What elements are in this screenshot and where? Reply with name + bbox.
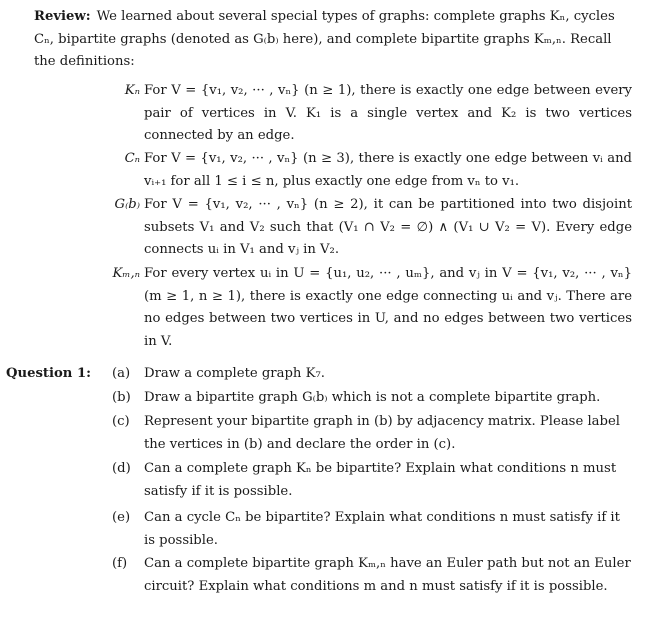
part-letter: (e) <box>112 510 131 525</box>
definition-symbol: G₍b₎ <box>114 197 140 212</box>
part-letter: (f) <box>112 556 128 571</box>
definition-symbol: Cₙ <box>124 151 140 166</box>
part-letter: (b) <box>112 390 131 405</box>
part-letter: (a) <box>112 366 131 381</box>
definition-symbol: Kₘ,ₙ <box>112 266 140 281</box>
part-text: Can a cycle Cₙ be bipartite? Explain what conditions n must satisfy if it is possible. <box>144 510 620 548</box>
part-letter: (c) <box>112 414 130 429</box>
definition-text: For every vertex uᵢ in U = {u₁, u₂, ··· , uₘ}, and vⱼ in V = {v₁, v₂, ··· , vₙ} (m ≥ 1, n ≥ 1), there is exactly one edge connecting uᵢ and vⱼ. There are no edges between two vertices in U, and no edges between two vertices in V. <box>144 266 632 349</box>
question-label: Question 1: <box>6 366 92 381</box>
part-text: Draw a bipartite graph G₍b₎ which is not a complete bipartite graph. <box>144 390 601 405</box>
definition-text: For V = {v₁, v₂, ··· , vₙ} (n ≥ 1), there is exactly one edge between every pair of vertices in V. K₁ is a single vertex and K₂ is two vertices connected by an edge. <box>144 83 632 143</box>
review-intro <box>34 6 634 74</box>
part-text: Can a complete graph Kₙ be bipartite? Explain what conditions n must satisfy if it is possible. <box>144 461 617 499</box>
review-intro-text: We learned about several special types of graphs: complete graphs Kₙ, cycles Cₙ, bipartite graphs (denoted as G₍b₎ here), and complete bipartite graphs Kₘ,ₙ. Recall the definitions: <box>34 9 615 69</box>
part-text: Can a complete bipartite graph Kₘ,ₙ have an Euler path but not an Euler circuit? Explain what conditions m and n must satisfy if it is possible. <box>144 556 631 594</box>
part-text: Represent your bipartite graph in (b) by adjacency matrix. Please label the vertices in (b) and declare the order in (c). <box>144 414 620 452</box>
definition-symbol: Kₙ <box>124 83 140 98</box>
definition-text: For V = {v₁, v₂, ··· , vₙ} (n ≥ 3), there is exactly one edge between vᵢ and vᵢ₊₁ for all 1 ≤ i ≤ n, plus exactly one edge from vₙ to v₁. <box>144 151 632 189</box>
review-label: Review: <box>34 9 91 24</box>
part-letter: (d) <box>112 461 131 476</box>
part-text: Draw a complete graph K₇. <box>144 366 325 381</box>
definition-text: For V = {v₁, v₂, ··· , vₙ} (n ≥ 2), it can be partitioned into two disjoint subsets V₁ and V₂ such that (V₁ ∩ V₂ = ∅) ∧ (V₁ ∪ V₂ = V). Every edge connects uᵢ in V₁ and vⱼ in V₂. <box>144 197 632 257</box>
